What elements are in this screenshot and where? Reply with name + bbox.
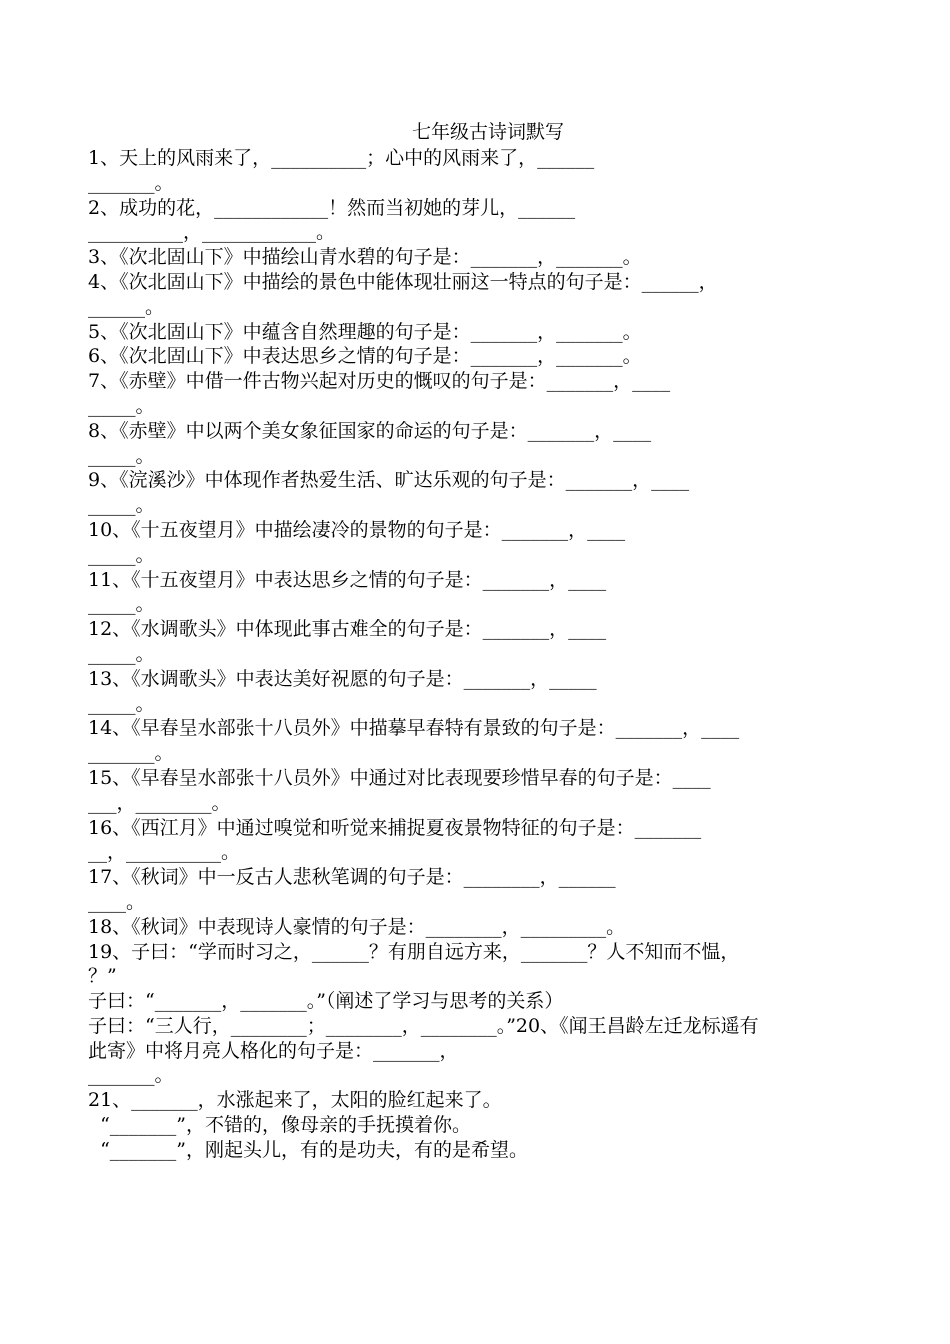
text-line: 10、《十五夜望月》中描绘凄冷的景物的句子是：_______，____ [88, 518, 626, 541]
text-line: _____。 [88, 444, 155, 467]
text-line: 16、《西江月》中通过嗅觉和听觉来捕捉夏夜景物特征的句子是：_______ [88, 816, 702, 839]
text-line: 14、《早春呈水部张十八员外》中描摹早春特有景致的句子是：_______，____ [88, 717, 740, 740]
text-line: ______。 [88, 295, 165, 318]
text-line: “_______”，刚起头儿，有的是功夫，有的是希望。 [88, 1138, 529, 1161]
text-line: _____。 [88, 394, 155, 417]
text-line: 15、《早春呈水部张十八员外》中通过对比表现要珍惜早春的句子是：____ [88, 766, 711, 789]
text-line: 12、《水调歌头》中体现此事古难全的句子是：_______，____ [88, 618, 607, 641]
text-line: 子曰：“_______，_______。”（阐述了学习与思考的关系） [88, 990, 564, 1013]
text-line: ____。 [88, 890, 146, 913]
text-line: _____。 [88, 593, 155, 616]
text-line: 11、《十五夜望月》中表达思乡之情的句子是：_______，____ [88, 568, 607, 591]
text-line: _______。 [88, 171, 174, 194]
text-line: _______。 [88, 742, 174, 765]
worksheet-page [88, 118, 878, 1163]
page-title: 七年级古诗词默写 [411, 121, 564, 143]
text-line: _____。 [88, 543, 155, 566]
text-line: _____。 [88, 642, 155, 665]
text-line: “_______”，不错的，像母亲的手抚摸着你。 [88, 1114, 472, 1137]
text-line: 19、子曰：“学而时习之，______？有朋自远方来，_______？人不知而不愠， [88, 940, 740, 963]
text-line: 2、成功的花，____________！然而当初她的芽儿，______ [88, 196, 576, 219]
text-line: _____。 [88, 692, 155, 715]
text-line: 6、《次北固山下》中表达思乡之情的句子是：_______，_______。 [88, 345, 642, 368]
text-line: 5、《次北固山下》中蕴含自然理趣的句子是：_______，_______。 [88, 320, 642, 343]
text-line: 1、天上的风雨来了，__________；心中的风雨来了，______ [88, 147, 595, 169]
text-line: 21、_______，水涨起来了，太阳的脸红起来了。 [88, 1089, 502, 1112]
text-line: 3、《次北固山下》中描绘山青水碧的句子是：_______，_______。 [88, 246, 642, 269]
text-line: ？” [88, 965, 117, 988]
text-line: ___，________。 [88, 791, 231, 814]
text-line: 此寄》中将月亮人格化的句子是：_______， [88, 1039, 459, 1062]
text-line: 9、《浣溪沙》中体现作者热爱生活、旷达乐观的句子是：_______，____ [88, 469, 690, 492]
text-line: __，__________。 [88, 841, 241, 864]
text-line: __________，____________。 [88, 221, 336, 244]
text-line: 17、《秋词》中一反古人悲秋笔调的句子是：________，______ [88, 866, 616, 889]
text-line: 13、《水调歌头》中表达美好祝愿的句子是：_______，_____ [88, 667, 597, 690]
text-line: _______。 [88, 1064, 174, 1087]
text-line: 8、《赤壁》中以两个美女象征国家的命运的句子是：_______，____ [88, 419, 652, 442]
text-line: 7、《赤壁》中借一件古物兴起对历史的慨叹的句子是：_______，____ [88, 370, 671, 393]
text-line: 子曰：“三人行，________；________，________。”20、《闻王昌龄左迁龙标遥有 [88, 1014, 759, 1037]
text-line: _____。 [88, 494, 155, 517]
text-line: 4、《次北固山下》中描绘的景色中能体现壮丽这一特点的句子是：______， [88, 270, 718, 293]
text-line: 18、《秋词》中表现诗人豪情的句子是：________，_________。 [88, 915, 626, 938]
